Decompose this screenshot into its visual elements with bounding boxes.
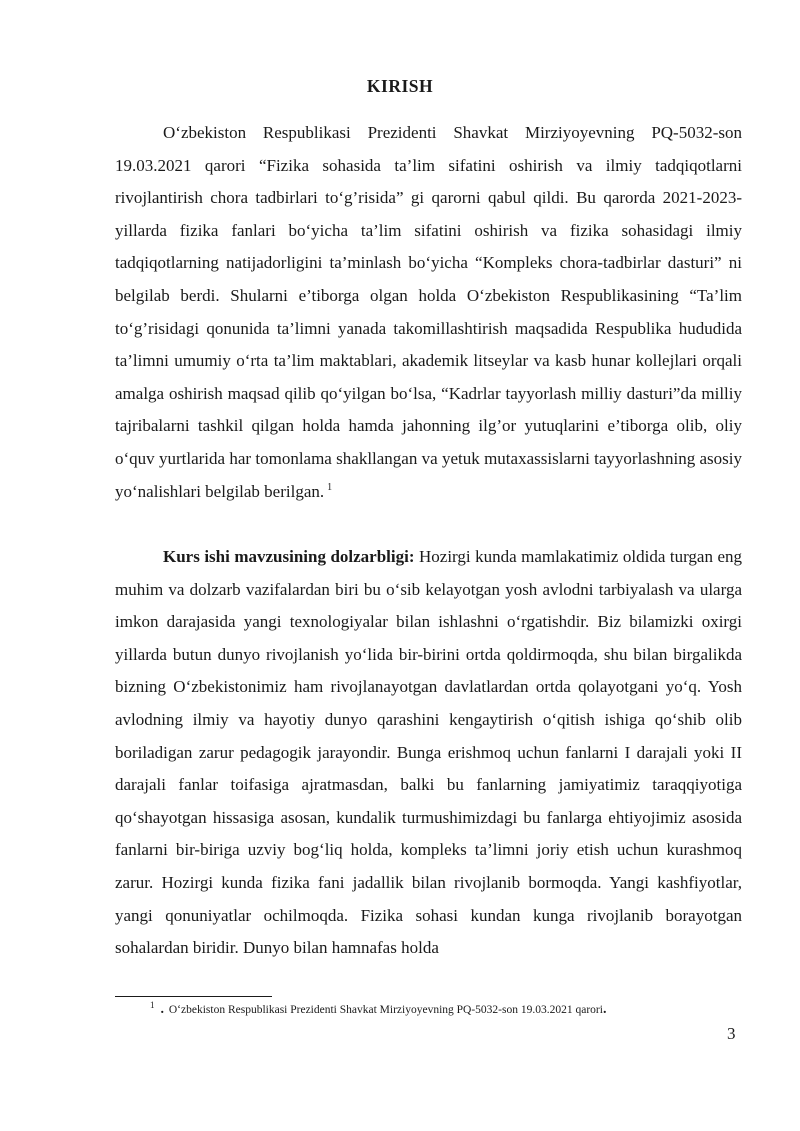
intro-paragraph: [115, 117, 742, 508]
intro-paragraph-text: O‘zbekiston Respublikasi Prezidenti Shavkat Mirziyoyevning PQ-5032-son 19.03.2021 qarori “Fizika sohasida ta’lim sifatini oshirish va ilmiy tadqiqotlarni rivojlantirish chora tadbirlari to‘g’risida” gi qarorni qabul qildi. Bu qarorda 2021-2023-yillarda fizika fanlari bo‘yicha ta’lim sifatini oshirish va fizika sohasidagi ilmiy tadqiqotlarning natijadorligini ta’minlash bo‘yicha “Kompleks chora-tadbirlar dasturi” ni belgilab berdi. Shularni e’tiborga olgan holda O‘zbekiston Respublikasining “Ta’lim to‘g’risidagi qonunida ta’limni yanada takomillashtirish maqsadida Respublika hududida ta’limni umumiy o‘rta ta’lim maktablari, akademik litseylar va kasb hunar kollejlari orqali amalga oshirish maqsad qilib qo‘yilgan bo‘lsa, “Kadrlar tayyorlash milliy dasturi”da milliy tajribalarni tashkil qilgan holda hamda jahonning ilg’or yutuqlarini e’tiborga olib, oliy o‘quv yurtlarida har tomonlama shakllangan va yetuk mutaxassislarni tayyorlashning asosiy yo‘nalishlari belgilab berilgan.: [115, 123, 742, 501]
relevance-paragraph: [115, 541, 742, 965]
footnote: [150, 1002, 608, 1018]
relevance-paragraph-text: Hozirgi kunda mamlakatimiz oldida turgan eng muhim va dolzarb vazifalardan biri bu o‘sib kelayotgan yosh avlodni tarbiyalash va ularga imkon darajasida yangi texnologiyalar bilan ishlashni o‘rgatishdir. Biz bilamizki oxirgi yillarda butun dunyo rivojlanish yo‘lida bir-birini ortda qoldirmoqda, shu bilan birgalikda bizning O‘zbekistonimiz ham rivojlanayotgan davlatlardan ortda qolayotgani yo‘q. Yosh avlodning ilmiy va hayotiy dunyo qarashini kengaytirish o‘qitish ishiga qo‘shib olib boriladigan zarur pedagogik jarayondir. Bunga erishmoq uchun fanlarni I darajali yoki II darajali fanlar toifasiga ajratmasdan, balki bu fanlarning jamiyatimiz taraqqiyotiga qo‘shayotgan hissasiga asosan, kundalik turmushimizdagi bu fanlarga ehtiyojimiz asosida fanlarni bir-biriga uzviy bog‘liq holda, kompleks ta’limni joriy etish uchun kurashmoq zarur. Hozirgi kunda fizika fani jadallik bilan rivojlanib bormoqda. Yangi kashfiyotlar, yangi qonuniyatlar ochilmoqda. Fizika sohasi kundan kunga rivojlanib borayotgan sohalardan biridir. Dunyo bilan hamnafas holda: [115, 547, 743, 958]
footnote-mark: 1: [150, 1000, 155, 1011]
section-heading: KIRISH: [366, 76, 434, 96]
footnote-bullet: .: [160, 1002, 164, 1017]
footnote-reference[interactable]: 1: [327, 481, 333, 493]
footnote-text: O‘zbekiston Respublikasi Prezidenti Shavkat Mirziyoyevning PQ-5032-son 19.03.2021 qarori: [168, 1004, 603, 1016]
footnote-end-dot: .: [602, 1002, 607, 1017]
relevance-lead: Kurs ishi mavzusining dolzarbligi:: [163, 547, 415, 566]
footnote-separator: [115, 996, 272, 997]
page-number: 3: [727, 1024, 736, 1043]
